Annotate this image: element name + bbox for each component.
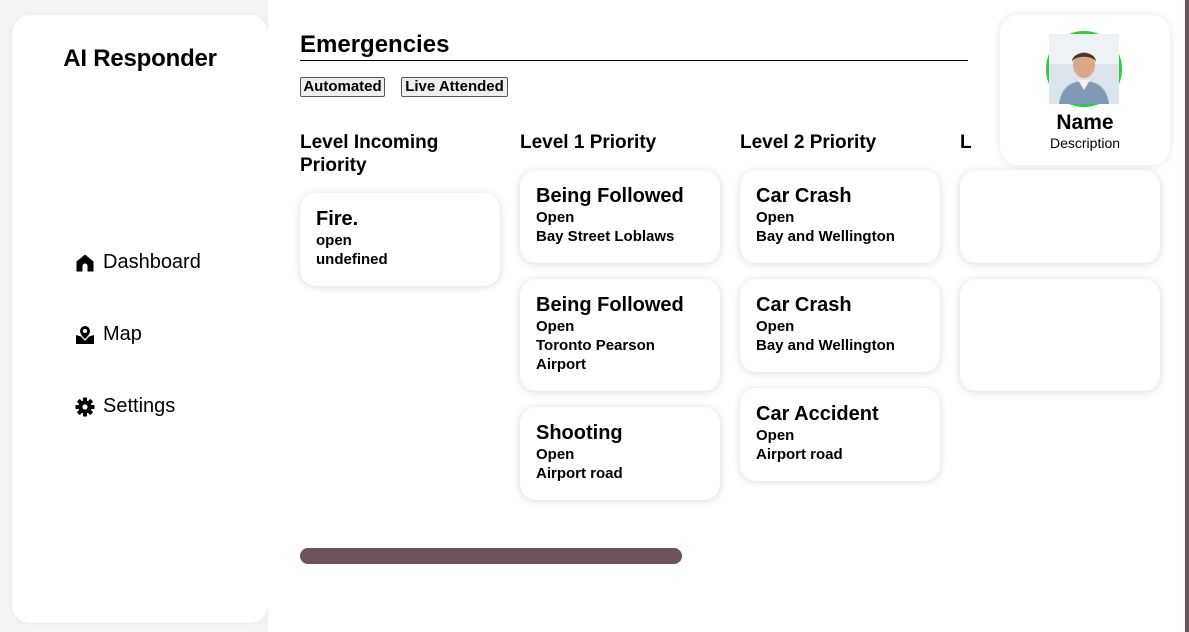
card-title: Fire. [316, 208, 359, 230]
page-title: Emergencies [300, 31, 450, 58]
map-pin-icon [75, 325, 95, 345]
column-level-2 [740, 125, 940, 463]
column-title: L [960, 132, 972, 153]
nav-dashboard[interactable] [75, 251, 201, 274]
card-location: undefined [316, 251, 388, 268]
card-location: Airport road [536, 465, 623, 482]
emergency-card[interactable] [960, 279, 1160, 391]
card-title: Car Accident [756, 403, 879, 425]
automated-button[interactable]: Automated [300, 77, 385, 97]
home-icon [75, 253, 95, 273]
card-location: Bay and Wellington [756, 337, 895, 354]
emergency-card[interactable] [740, 388, 940, 481]
app-title: AI Responder [63, 45, 217, 72]
avatar [1046, 31, 1122, 107]
column-title: Level 1 Priority [520, 132, 657, 153]
nav-label-map: Map [103, 323, 142, 345]
nav-label-dashboard: Dashboard [103, 251, 201, 273]
emergency-card[interactable] [520, 279, 720, 391]
card-location: Bay and Wellington [756, 228, 895, 245]
horizontal-scrollbar[interactable] [300, 548, 682, 564]
vertical-scrollbar[interactable] [1185, 0, 1189, 632]
card-location: Bay Street Loblaws [536, 228, 675, 245]
emergency-card[interactable] [300, 193, 500, 286]
card-status: Open [756, 427, 795, 444]
profile-description: Description [1049, 135, 1121, 151]
nav-map[interactable] [75, 323, 142, 346]
user-photo-icon [1049, 34, 1119, 104]
column-incoming [300, 125, 500, 268]
card-status: Open [536, 318, 575, 335]
card-title: Shooting [536, 422, 623, 444]
profile-card[interactable] [1000, 15, 1170, 165]
gear-icon [75, 397, 95, 417]
emergency-card[interactable] [960, 170, 1160, 263]
card-location: Toronto Pearson Airport [536, 337, 655, 373]
card-title: Car Crash [756, 185, 852, 207]
column-title: Level 2 Priority [740, 132, 877, 153]
priority-board [300, 125, 972, 525]
emergency-card[interactable] [740, 170, 940, 263]
emergency-card[interactable] [740, 279, 940, 372]
column-level-1 [520, 125, 720, 482]
card-location: Airport road [756, 446, 843, 463]
nav-label-settings: Settings [103, 395, 176, 417]
sidebar [12, 15, 268, 623]
emergency-card[interactable] [520, 407, 720, 500]
live-attended-button[interactable]: Live Attended [401, 77, 508, 97]
card-status: Open [536, 209, 575, 226]
card-status: open [316, 232, 352, 249]
nav-settings[interactable] [75, 395, 175, 418]
card-title: Being Followed [536, 185, 684, 207]
card-status: Open [536, 446, 575, 463]
emergency-card[interactable] [520, 170, 720, 263]
card-status: Open [756, 318, 795, 335]
profile-name: Name [1056, 111, 1114, 134]
card-title: Being Followed [536, 294, 684, 316]
card-title: Car Crash [756, 294, 852, 316]
card-status: Open [756, 209, 795, 226]
column-title: Level Incoming Priority [300, 132, 439, 176]
title-divider [300, 60, 968, 61]
